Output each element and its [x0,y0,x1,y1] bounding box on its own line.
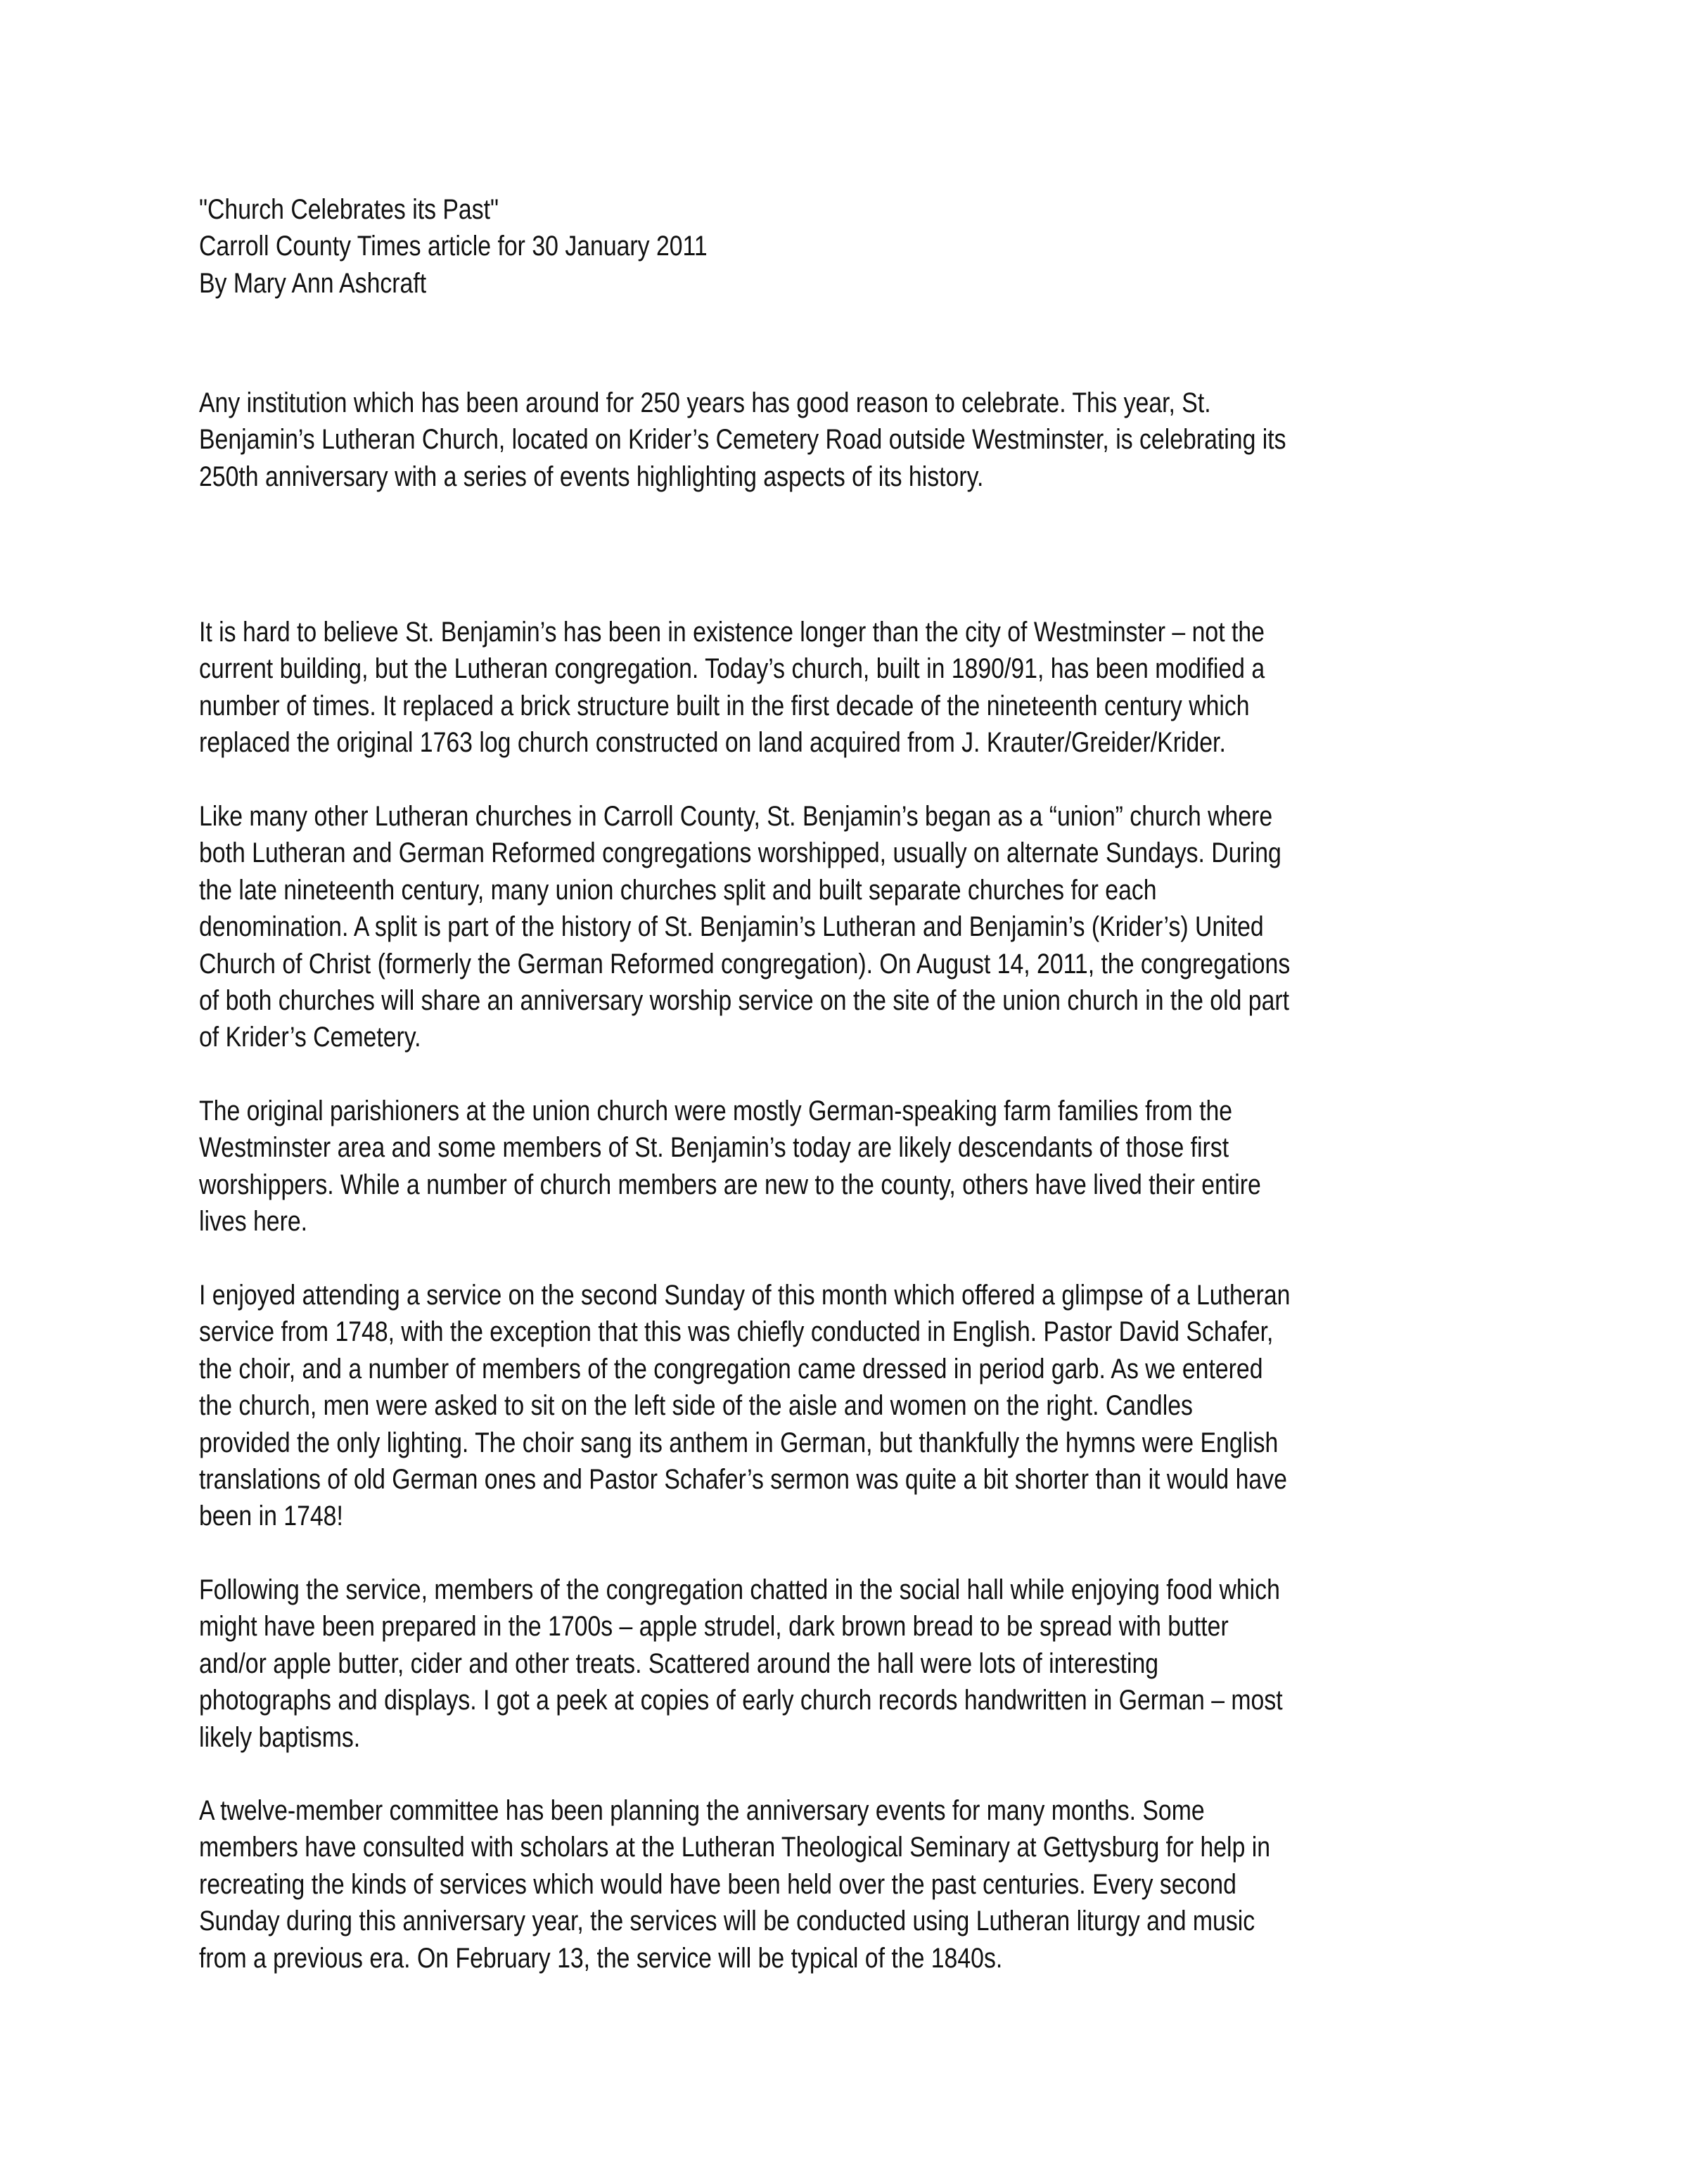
paragraph-line: Sunday during this anniversary year, the services will be conducted using Lutheran liturgy and music [199,1906,1255,1937]
paragraph-line: denomination. A split is part of the history of St. Benjamin’s Lutheran and Benjamin’s (Krider’s) United [199,911,1264,943]
paragraph-line: It is hard to believe St. Benjamin’s has been in existence longer than the city of Westminster – not the [199,617,1265,648]
paragraph-service [199,1277,1290,1535]
paragraph-line: likely baptisms. [199,1721,361,1753]
paragraph-line: the choir, and a number of members of the congregation came dressed in period garb. As we entered [199,1353,1263,1385]
paragraph-line: The original parishioners at the union church were mostly German-speaking farm families from the [199,1096,1233,1126]
paragraph-line: the church, men were asked to sit on the left side of the aisle and women on the right. Candles [199,1390,1193,1422]
paragraph-line: both Lutheran and German Reformed congregations worshipped, usually on alternate Sundays. During [199,837,1281,869]
paragraph-line: from a previous era. On February 13, the service will be typical of the 1840s. [199,1942,1003,1974]
paragraph-line: I enjoyed attending a service on the second Sunday of this month which offered a glimpse of a Lutheran [199,1280,1291,1311]
paragraph-union-church [199,798,1290,1056]
paragraph-line: and/or apple butter, cider and other treats. Scattered around the hall were lots of interesting [199,1647,1159,1679]
paragraph-line: recreating the kinds of services which would have been held over the past centuries. Every second [199,1868,1236,1900]
paragraph-line: Any institution which has been around for 250 years has good reason to celebrate. This year, St. [199,387,1211,418]
paragraph-line: the late nineteenth century, many union churches split and built separate churches for each [199,874,1157,906]
paragraph-line: translations of old German ones and Pastor Schafer’s sermon was quite a bit shorter than it would have [199,1463,1287,1495]
paragraph-line: Like many other Lutheran churches in Carroll County, St. Benjamin’s began as a “union” church where [199,801,1273,832]
paragraph-line: Benjamin’s Lutheran Church, located on Krider’s Cemetery Road outside Westminster, is celebrating its [199,424,1286,456]
paragraph-line: current building, but the Lutheran congregation. Today’s church, built in 1890/91, has been modified a [199,653,1265,685]
paragraph-line: been in 1748! [199,1501,343,1532]
paragraph-line: worshippers. While a number of church members are new to the county, others have lived their entire [199,1169,1261,1200]
paragraph-line: photographs and displays. I got a peek at copies of early church records handwritten in German – most [199,1685,1283,1716]
paragraph-line: of Krider’s Cemetery. [199,1022,421,1053]
paragraph-line: Following the service, members of the congregation chatted in the social hall while enjoying food which [199,1574,1280,1605]
paragraph-line: Westminster area and some members of St. Benjamin’s today are likely descendants of those first [199,1132,1229,1164]
paragraph-parishioners [199,1093,1261,1240]
paragraph-line: A twelve-member committee has been planning the anniversary events for many months. Some [199,1795,1205,1826]
paragraph-line: might have been prepared in the 1700s – apple strudel, dark brown bread to be spread with butter [199,1611,1229,1643]
paragraph-line: lives here. [199,1206,308,1238]
paragraph-line: members have consulted with scholars at the Lutheran Theological Seminary at Gettysburg for help in [199,1832,1271,1863]
paragraph-line: of both churches will share an anniversary worship service on the site of the union church in the old part [199,984,1290,1016]
paragraph-line: replaced the original 1763 log church constructed on land acquired from J. Krauter/Greider/Krider. [199,727,1226,759]
article-header [199,191,708,302]
paragraph-line: number of times. It replaced a brick structure built in the first decade of the nineteenth century which [199,690,1250,721]
paragraph-social-hall [199,1572,1283,1756]
paragraph-history [199,614,1265,762]
paragraph-line: 250th anniversary with a series of events highlighting aspects of its history. [199,461,984,492]
paragraph-committee [199,1792,1270,1977]
paragraph-line: Church of Christ (formerly the German Reformed congregation). On August 14, 2011, the congregations [199,948,1291,979]
paragraph-line: provided the only lighting. The choir sang its anthem in German, but thankfully the hymns were English [199,1427,1279,1458]
paragraph-line: service from 1748, with the exception that this was chiefly conducted in English. Pastor David Schafer, [199,1316,1274,1348]
paragraph-intro [199,385,1286,495]
byline: By Mary Ann Ashcraft [199,267,427,299]
article-title: "Church Celebrates its Past" [199,194,499,225]
publication-line: Carroll County Times article for 30 January 2011 [199,231,708,262]
